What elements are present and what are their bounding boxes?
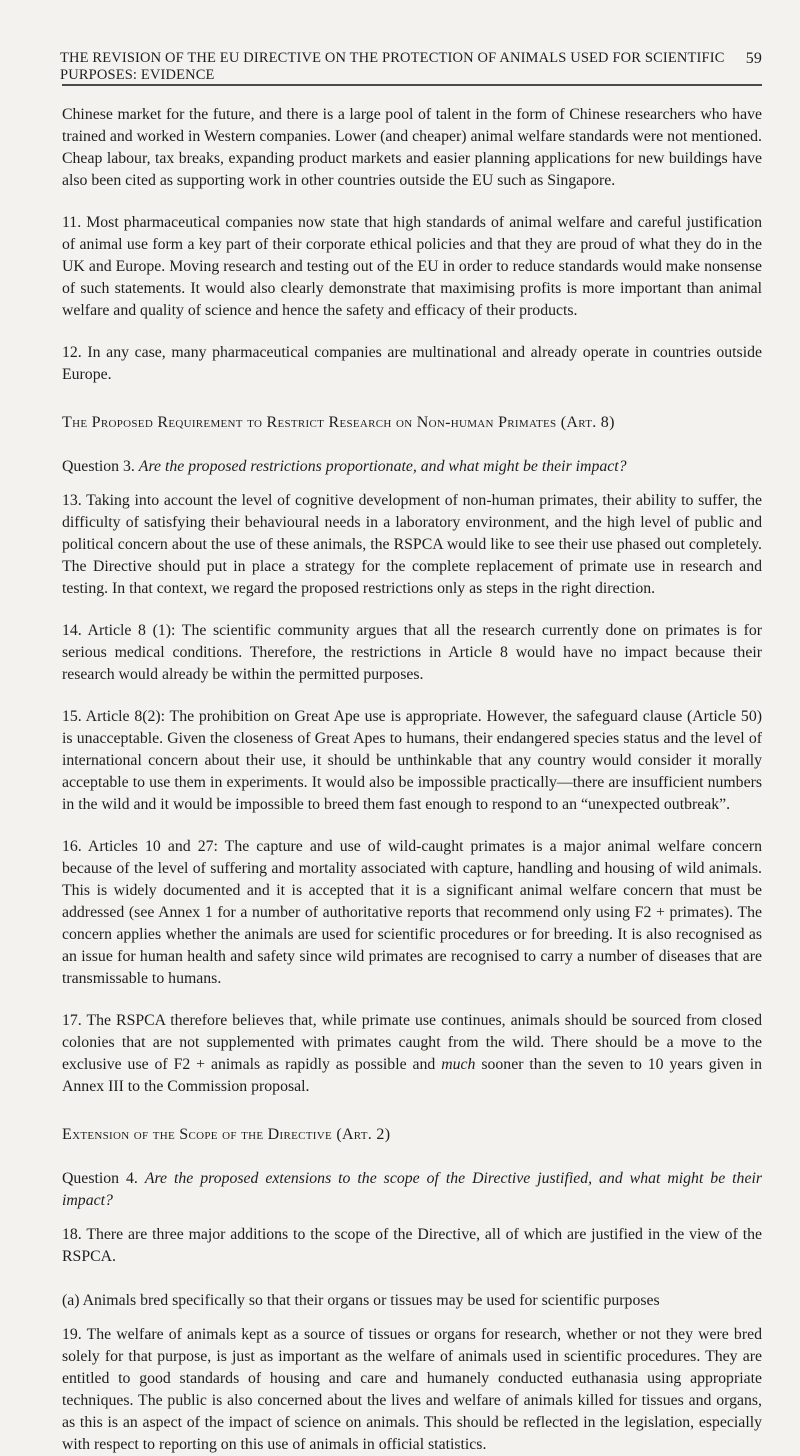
paragraph-11: 11. Most pharmaceutical companies now state that high standards of animal welfare and careful justification of animal use form a key part of their corporate ethical policies and that they are proud of what they do in the UK and Europe. Moving research and testing out of the EU in order to reduce standards would make nonsense of such statements. It would also clearly demonstrate that maximising profits is more important than animal welfare and quality of science and hence the safety and efficacy of their products. <box>62 214 762 319</box>
subheading-a: (a) Animals bred specifically so that their organs or tissues may be used for scientific purposes <box>62 1292 660 1309</box>
question-3 <box>62 456 762 478</box>
paragraph-18: 18. There are three major additions to the scope of the Directive, all of which are justified in the view of the RSPCA. <box>62 1226 762 1265</box>
section-heading-primates: The Proposed Requirement to Restrict Research on Non-human Primates (Art. 8) <box>62 414 615 431</box>
running-header <box>60 50 762 84</box>
paragraph-17-part-b: sooner than the seven to 10 years given in Annex III to the Commission proposal. <box>62 1056 762 1095</box>
header-rule <box>62 84 762 86</box>
paragraph-15: 15. Article 8(2): The prohibition on Great Ape use is appropriate. However, the safeguard clause (Article 50) is unacceptable. Given the closeness of Great Apes to humans, their endangered species status and the level of international concern about their use, it should be unthinkable that any country would consider it morally acceptable to use them in experiments. It would also be impossible practically—there are insufficient numbers in the wild and it would be impossible to breed them fast enough to respond to an “unexpected outbreak”. <box>62 708 762 813</box>
paragraph-17 <box>62 1010 762 1098</box>
question-3-text: Are the proposed restrictions proportionate, and what might be their impact? <box>138 458 627 475</box>
paragraph-13: 13. Taking into account the level of cognitive development of non-human primates, their ability to suffer, the difficulty of satisfying their behavioural needs in a laboratory environment, and the high level of public and political concern about the use of these animals, the RSPCA would like to see their use phased out completely. The Directive should put in place a strategy for the complete replacement of primate use in research and testing. In that context, we regard the proposed restrictions only as steps in the right direction. <box>62 492 762 597</box>
paragraph-17-emphasis: much <box>441 1056 476 1073</box>
question-3-label: Question 3. <box>62 458 135 475</box>
question-4 <box>62 1168 762 1212</box>
paragraph-17-part-a: 17. The RSPCA therefore believes that, while primate use continues, animals should be sourced from closed colonies that are not supplemented with primates caught from the wild. There should be a move to the exclusive use of F2 + animals as rapidly as possible and <box>62 1012 762 1073</box>
page-number: 59 <box>745 50 762 67</box>
question-4-label: Question 4. <box>62 1170 138 1187</box>
paragraph-14: 14. Article 8 (1): The scientific community argues that all the research currently done on primates is for serious medical conditions. Therefore, the restrictions in Article 8 would have no impact because their research would already be within the permitted purposes. <box>62 622 762 683</box>
paragraph-16: 16. Articles 10 and 27: The capture and use of wild-caught primates is a major animal welfare concern because of the level of suffering and mortality associated with capture, handling and housing of wild animals. This is widely documented and it is accepted that it is a significant animal welfare concern that must be addressed (see Annex 1 for a number of authoritative reports that recommend only using F2 + primates). The concern applies whether the animals are used for scientific procedures or for breeding. It is also recognised as an issue for human health and safety since wild primates are recognised to carry a number of diseases that are transmissable to humans. <box>62 838 762 987</box>
running-title: THE REVISION OF THE EU DIRECTIVE ON THE PROTECTION OF ANIMALS USED FOR SCIENTIFIC PURPOSES: EVIDENCE <box>60 50 725 83</box>
paragraph-intro: Chinese market for the future, and there is a large pool of talent in the form of Chinese researchers who have trained and worked in Western companies. Lower (and cheaper) animal welfare standards were not mentioned. Cheap labour, tax breaks, expanding product markets and easier planning applications for new buildings have also been cited as supporting work in other countries outside the EU such as Singapore. <box>62 106 762 189</box>
section-heading-scope: Extension of the Scope of the Directive (Art. 2) <box>62 1126 391 1143</box>
paragraph-12: 12. In any case, many pharmaceutical companies are multinational and already operate in countries outside Europe. <box>62 344 762 383</box>
question-4-text: Are the proposed extensions to the scope of the Directive justified, and what might be their impact? <box>62 1170 762 1209</box>
page-body <box>62 104 762 1456</box>
paragraph-19: 19. The welfare of animals kept as a source of tissues or organs for research, whether or not they were bred solely for that purpose, is just as important as the welfare of animals used in scientific procedures. They are entitled to good standards of housing and care and humanely conducted euthanasia using appropriate techniques. The public is also concerned about the lives and welfare of animals killed for tissues and organs, as this is an aspect of the impact of science on animals. This should be reflected in the legislation, especially with respect to reporting on this use of animals in official statistics. <box>62 1326 762 1453</box>
